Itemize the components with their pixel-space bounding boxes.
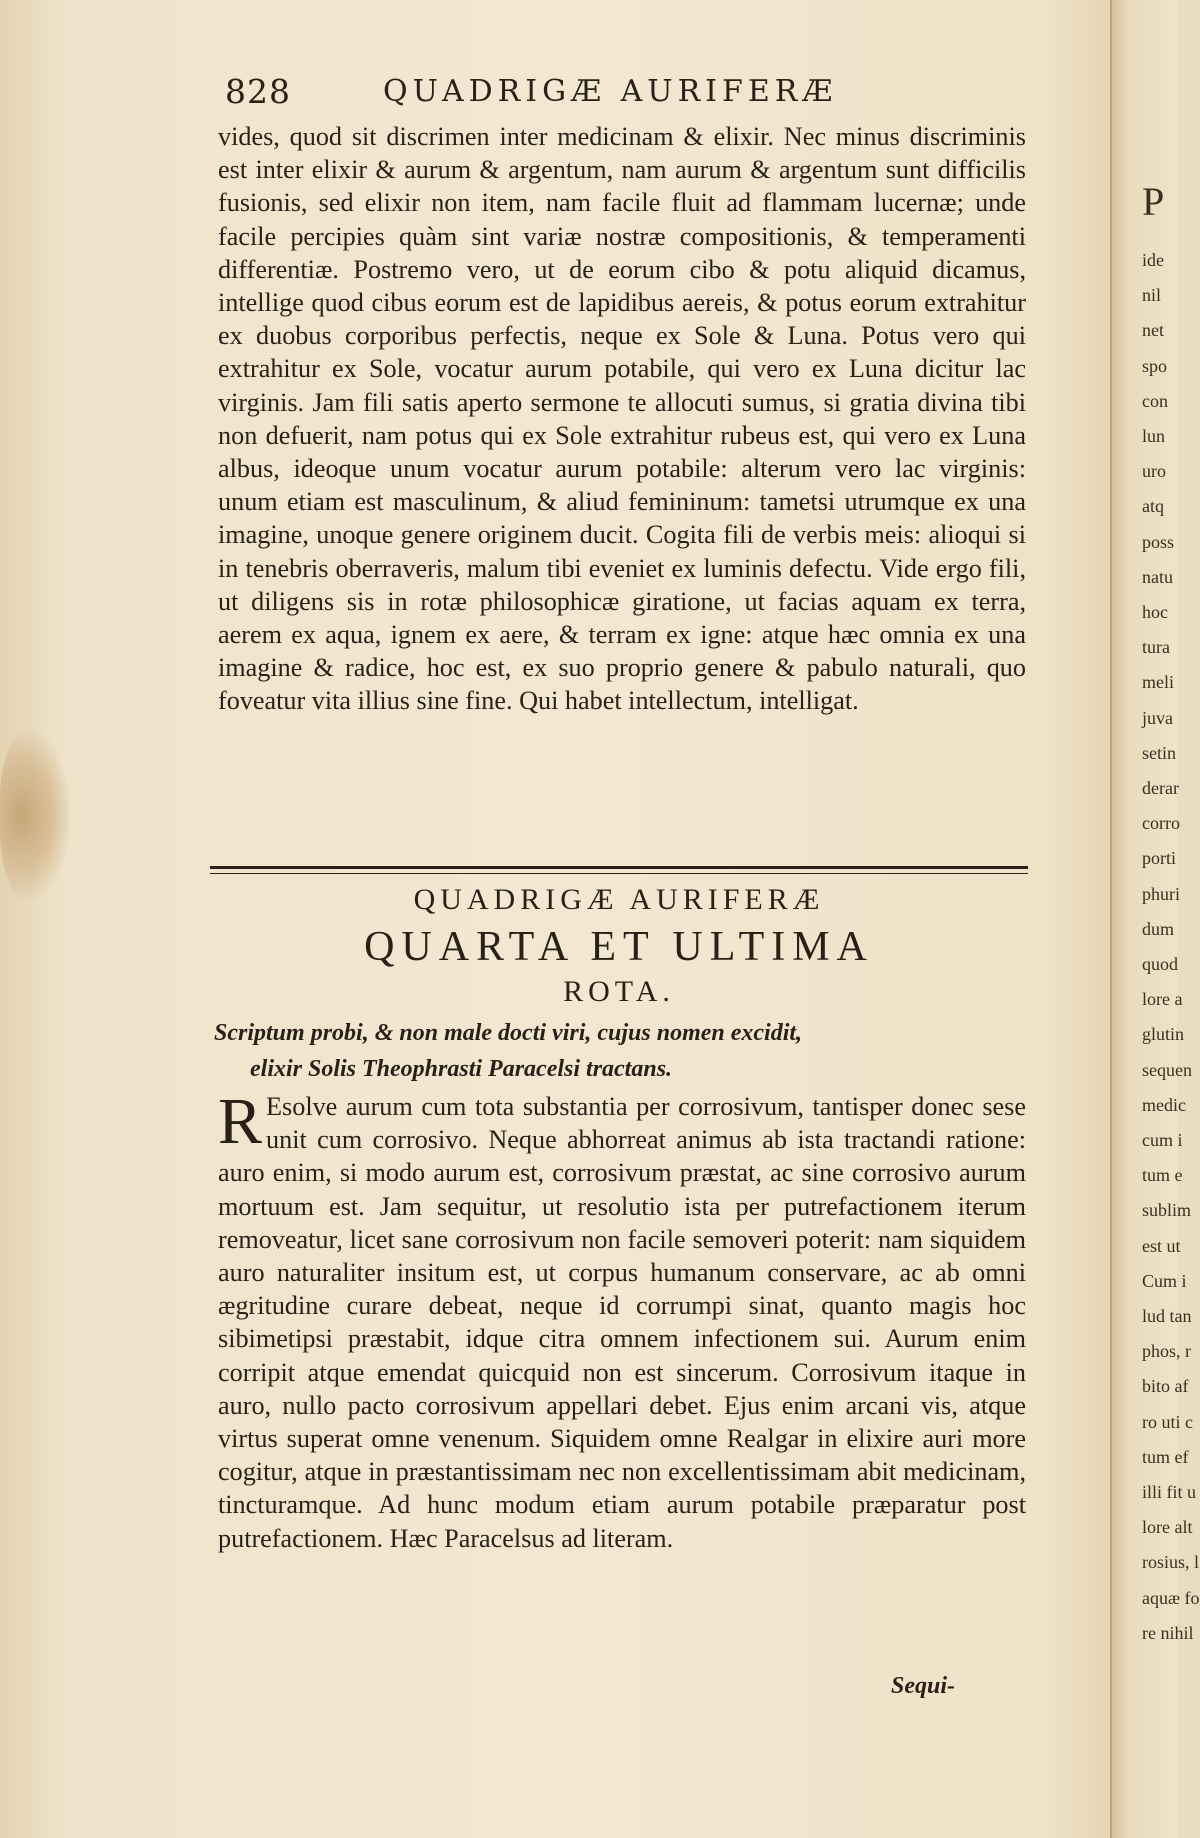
facing-page-fragment: natu	[1142, 566, 1173, 587]
section-title: QUARTA ET ULTIMA	[364, 924, 874, 970]
facing-page-fragment: spo	[1142, 355, 1168, 376]
facing-page-fragment: tum e	[1142, 1165, 1183, 1186]
section-heading: QUADRIGÆ AURIFERÆ	[413, 883, 825, 916]
facing-page-fragment: setin	[1142, 742, 1176, 763]
facing-page-fragment: derar	[1142, 778, 1179, 798]
facing-page-fragment: quod	[1142, 954, 1178, 974]
paragraph-2	[218, 1085, 1026, 1555]
section-divider-rule	[210, 866, 1028, 874]
paragraph-2-text: Esolve aurum cum tota substantia per corrosivum, tantisper donec sese unit cum corrosivo. Neque abhorreat animus ab ista tractandi ratione: auro enim, si modo aurum est, corrosivum præstat, ac sine corrosivo aurum mortuum est. Jam sequitur, ut resolutio ista per putrefactionem iterum removeatur, licet sane corrosivum non facile semoveri poterit: nam siquidem auro naturaliter insitum est, ut corpus humanum conservare, ac ab omni ægritudine curare debeat, neque id corrumpi sinat, quanto magis hoc sibimetipsi præstabit, idque citra omnem infectionem sui. Aurum enim corripit atque emendat quicquid non est sincerum. Corrosivum itaque in auro, nullo pacto corrosivum appellari debet. Ejus enim arcani vis, atque virtus superat omne venenum. Siquidem omne Realgar in elixire auri more cogitur, atque in præstantissimam nec non excellentissimam abit medicinam, tincturamque. Ad hunc modum etiam aurum potabile præparatur post putrefactionem. Hæc Paracelsus ad literam.	[218, 1092, 1026, 1553]
facing-page-fragment: lore alt	[1142, 1517, 1193, 1538]
page-stain	[0, 730, 70, 900]
facing-page-fragment: corro	[1142, 813, 1180, 834]
facing-page-fragment: P	[1142, 179, 1165, 224]
paragraph-1: vides, quod sit discrimen inter medicinam & elixir. Nec minus discriminis est inter elixir & aurum & argentum, nam aurum & argentum sunt difficilis fusionis, sed elixir non item, nam facile fluit ad flammam lucernæ; unde facile percipies quàm sint variæ nostræ compositionis, & temperamenti differentiæ. Postremo vero, ut de eorum cibo & potu aliquid dicamus, intellige quod cibus eorum est de lapidibus aereis, & potus eorum extrahitur ex duobus corporibus perfectis, neque ex Sole & Luna. Potus vero qui extrahitur ex Sole, vocatur aurum potabile, qui vero ex Luna dicitur lac virginis. Jam fili satis aperto sermone te allocuti sumus, si gratia divina tibi non defuerit, nam potus qui ex Sole extrahitur rubeus est, qui vero ex Luna albus, ideoque unum vocatur aurum potabile: alterum vero lac virginis: unum etiam est masculinum, & aliud femininum: tametsi utrumque ex una imagine, unoque genere originem ducit. Cogita fili de verbis meis: alioqui si in tenebris oberraveris, malum tibi eveniet ex luminis defectu. Vide ergo fili, ut diligens sis in rotæ philosophicæ giratione, ut facias aquam ex terra, aerem ex aqua, ignem ex aere, & terram ex igne: atque hæc omnia ex una imagine & radice, hoc est, ex suo proprio genere & pabulo naturali, quo foveatur vita illius sine fine. Qui habet intellectum, intelligat.	[218, 122, 1026, 716]
page-number: 828	[225, 72, 291, 111]
facing-page-fragment: ide	[1142, 250, 1164, 270]
facing-page-fragment: medic	[1142, 1094, 1186, 1115]
facing-page-fragments	[1142, 0, 1200, 1838]
facing-page-fragment: nil	[1142, 285, 1162, 306]
facing-page-fragment: phuri	[1142, 883, 1180, 904]
facing-page-fragment: lore a	[1142, 989, 1183, 1010]
section-subtitle: ROTA.	[563, 975, 675, 1008]
facing-page-fragment: phos, r	[1142, 1341, 1191, 1362]
facing-page-fragment: re nihil	[1142, 1622, 1194, 1643]
facing-page-fragment: sequen	[1142, 1059, 1192, 1080]
section-intro-line-2: elixir Solis Theophrasti Paracelsi tractans.	[250, 1056, 673, 1082]
drop-cap: R	[218, 1085, 263, 1158]
facing-page-fragment: atq	[1142, 496, 1164, 517]
facing-page-fragment: est ut	[1142, 1235, 1181, 1256]
facing-page-fragment: net	[1142, 320, 1164, 341]
facing-page-fragment: porti	[1142, 848, 1176, 869]
facing-page-fragment: glutin	[1142, 1024, 1185, 1045]
facing-page-fragment: hoc	[1142, 602, 1168, 622]
facing-page-fragment: dum	[1142, 918, 1175, 939]
facing-page-fragment: Cum i	[1142, 1270, 1187, 1291]
facing-page-fragment: sublim	[1142, 1200, 1192, 1221]
facing-page-fragment: rosius, l	[1142, 1552, 1200, 1573]
facing-page-fragment: cum i	[1142, 1130, 1183, 1150]
page-header	[225, 72, 1038, 120]
facing-page-fragment: uro	[1142, 461, 1166, 482]
facing-page-fragment: bito af	[1142, 1376, 1189, 1397]
facing-page-fragment: poss	[1142, 531, 1175, 552]
facing-page-fragment: meli	[1142, 672, 1174, 693]
catchword: Sequi-	[890, 1673, 955, 1699]
facing-page-fragment: juva	[1142, 707, 1173, 728]
section-intro-line-1: Scriptum probi, & non male docti viri, cujus nomen excidit,	[214, 1020, 803, 1046]
facing-page-fragment: tum ef	[1142, 1446, 1189, 1467]
section-intro	[214, 1015, 1029, 1087]
facing-page-fragment: aquæ fo	[1142, 1587, 1200, 1608]
facing-page-fragment: lun	[1142, 426, 1166, 446]
running-head: QUADRIGÆ AURIFERÆ	[383, 74, 838, 109]
facing-page-fragment: tura	[1142, 637, 1170, 658]
facing-page-fragment: lud tan	[1142, 1306, 1192, 1326]
facing-page-fragment: illi fit u	[1142, 1482, 1196, 1502]
facing-page-fragment: ro uti c	[1142, 1411, 1193, 1432]
facing-page-fragment: con	[1142, 390, 1168, 411]
